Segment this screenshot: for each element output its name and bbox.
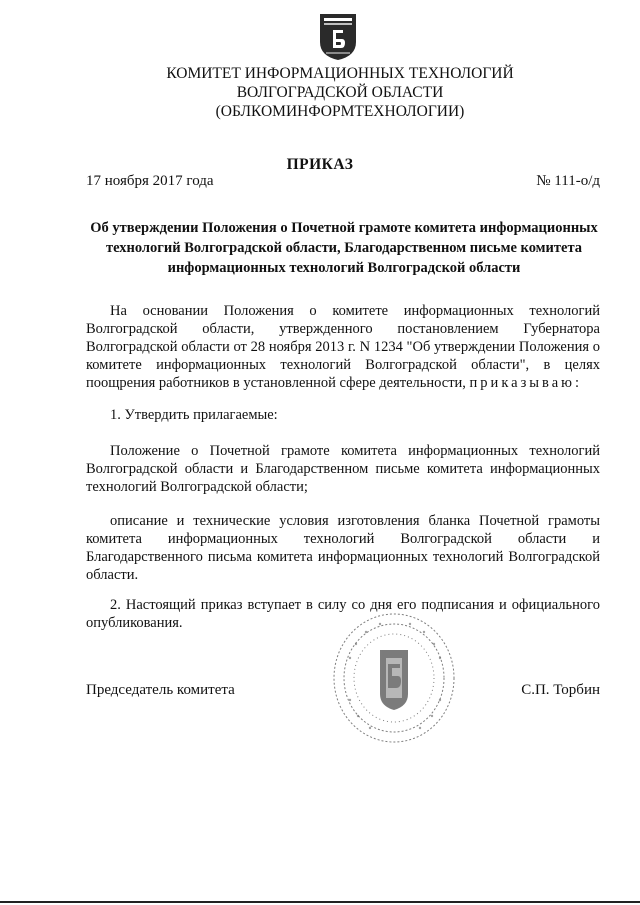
approved-regulation-paragraph: Положение о Почетной грамоте комитета информационных технологий Волгоградской области и Благодарственном письме комитета информационных технологий Волгоградской области; (86, 443, 600, 495)
bottom-divider (0, 901, 640, 903)
order-word: приказываю: (469, 375, 582, 391)
coat-of-arms-icon (318, 12, 358, 62)
item-1-paragraph: 1. Утвердить прилагаемые: (110, 407, 278, 423)
order-date: 17 ноября 2017 года (86, 173, 214, 189)
org-name-line1: КОМИТЕТ ИНФОРМАЦИОННЫХ ТЕХНОЛОГИЙ (166, 65, 514, 82)
org-name-line3: (ОБЛКОМИНФОРМТЕХНОЛОГИИ) (215, 103, 465, 120)
signer-name: С.П. Торбин (521, 682, 600, 698)
document-type: ПРИКАЗ (286, 156, 354, 173)
signer-position: Председатель комитета (86, 682, 235, 698)
org-name-line2: ВОЛГОГРАДСКОЙ ОБЛАСТИ (236, 84, 444, 101)
item-2-paragraph: 2. Настоящий приказ вступает в силу со дня его подписания и официального опубликования. (86, 597, 600, 631)
approved-description-paragraph: описание и технические условия изготовления бланка Почетной грамоты комитета информационных технологий Волгоградской области и Благодарственного письма комитета информационных технологий Волгоградской области. (86, 513, 600, 583)
preamble-text: На основании Положения о комитете информационных технологий Волгоградской области, утвержденного постановлением Губернатора Волгоградской области от 28 ноября 2013 г. N 1234 "Об утверждении Положения о комитете информационных технологий Волгоградской области", в целях поощрения работников в установленной сфере деятельности, (86, 303, 600, 391)
preamble-paragraph (86, 302, 600, 392)
order-number: № 111-о/д (536, 173, 600, 189)
official-seal-stamp (330, 608, 460, 748)
order-subject: Об утверждении Положения о Почетной грамоте комитета информационных технологий Волгоградской области, Благодарственном письме комитета информационных технологий Волгоградской области (90, 220, 598, 276)
